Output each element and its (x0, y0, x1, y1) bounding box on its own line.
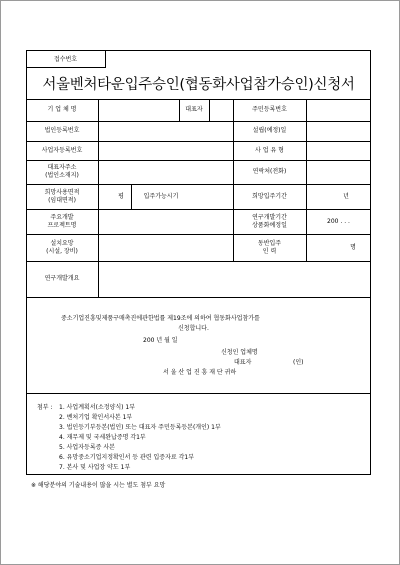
applicant-company: 신청인 업체명 (221, 349, 258, 356)
company-name-label: 기 업 체 명 (47, 106, 77, 113)
attachment-item: 7. 본사 및 사업장 약도 1부 (59, 464, 131, 471)
corp-reg-number-label: 법인등록번호 (44, 127, 80, 134)
statement-date: 200 년 월 일 (143, 337, 178, 344)
footnote: ※ 해당분야의 기술내용이 많을 시는 별도 첨부 요망 (31, 482, 166, 489)
attachment-item: 6. 유망중소기업지정확인서 등 관련 입증자료 각1부 (59, 454, 194, 461)
move-in-time-label: 입주가능시기 (143, 192, 179, 200)
biz-reg-number-label: 사업자등록번호 (41, 146, 83, 154)
biz-type-label: 사 업 유 형 (255, 146, 284, 154)
attachment-item: 5. 사업자등록증 사본 (59, 444, 115, 451)
copartner-unit: 명 (350, 243, 356, 251)
attachment-item: 4. 재무제 및 국세완납증명 각1부 (59, 434, 146, 441)
applicant-rep: 대표자 (234, 359, 252, 366)
product-label: 주요개발 프로젝트명 (47, 213, 77, 229)
form-title: 서울벤처타운입주승인(협동화사업참가승인)신청서 (42, 77, 355, 93)
seal-mark: (인) (293, 359, 304, 366)
attachment-item: 1. 사업계획서(소정양식) 1부 (59, 404, 135, 411)
statement-line2: 신청합니다. (178, 325, 209, 332)
statement-line1: 중소기업진흥및제품구매촉진에관한법률 제19조에 의하여 협동화사업참가를 (61, 315, 260, 322)
resident-number-label: 주민등록번호 (252, 106, 287, 113)
desired-period-label: 희망입주기간 (252, 192, 287, 200)
attachment-item: 2. 벤처기업 확인서사본 1부 (59, 414, 133, 421)
representative-label: 대표자 (185, 106, 203, 113)
attachment-item: 3. 법인등기부등본(법인) 또는 대표자 주민등록등본(개인) 1부 (59, 424, 221, 431)
date-value: 200 . . . (327, 217, 350, 225)
facility-label: 설치요망 (시설, 장비) (46, 239, 78, 255)
area-unit: 평 (118, 192, 124, 200)
dev-period-label: 연구개발기간 상품화예정일 (252, 213, 287, 229)
contact-label: 연락처(전화) (252, 168, 287, 175)
receipt-number-label: 접수번호 (26, 50, 106, 68)
period-unit: 년 (343, 192, 349, 200)
rep-address-label: 대표자주소 (법인소재지) (45, 164, 79, 179)
copartner-label: 동반입주 인 력 (257, 239, 282, 255)
desired-area-label: 희망사용면적 (임대면적) (44, 188, 80, 204)
attachments-label: 첨부 : (37, 404, 53, 411)
founding-date-label: 설립(예정)일 (252, 127, 287, 134)
recipient: 서 울 산 업 진 흥 재 단 귀하 (163, 369, 237, 376)
research-summary-label: 연구개발개요 (44, 275, 80, 282)
